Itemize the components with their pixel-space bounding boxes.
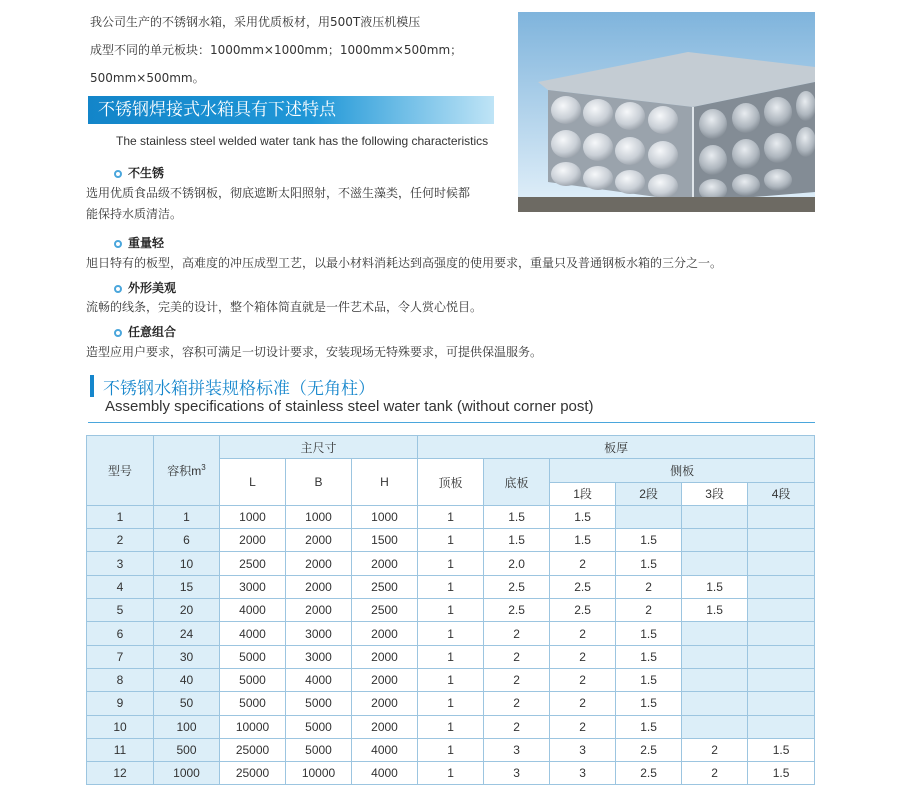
table-cell: 1.5	[748, 738, 815, 761]
header-H: H	[352, 459, 418, 506]
table-cell: 1.5	[616, 715, 682, 738]
table-cell: 100	[154, 715, 220, 738]
table-cell: 4000	[220, 622, 286, 645]
table-cell: 7	[87, 645, 154, 668]
table-cell: 1	[87, 505, 154, 528]
feature-title: 外形美观	[128, 281, 177, 295]
table-cell	[682, 645, 748, 668]
table-cell: 5000	[286, 715, 352, 738]
feature-desc-line: 能保持水质清洁。	[86, 207, 183, 221]
table-cell: 3	[550, 762, 616, 785]
table-cell: 5000	[220, 692, 286, 715]
table-row	[87, 692, 815, 715]
table-cell: 2	[484, 668, 550, 691]
table-cell: 1	[418, 715, 484, 738]
table-cell: 2000	[352, 552, 418, 575]
table-row	[87, 505, 815, 528]
table-cell: 1.5	[484, 529, 550, 552]
table-cell: 1.5	[616, 692, 682, 715]
table-cell: 2000	[286, 529, 352, 552]
table-cell: 5000	[220, 645, 286, 668]
table-cell: 2	[484, 692, 550, 715]
table-cell: 3	[484, 762, 550, 785]
header-side-4: 4段	[748, 482, 815, 505]
table-cell: 20	[154, 599, 220, 622]
table-header-row	[87, 436, 815, 459]
table-cell	[748, 668, 815, 691]
features-banner-english: The stainless steel welded water tank has the following characteristics	[116, 134, 489, 148]
feature-description	[86, 253, 806, 274]
feature-desc-line: 选用优质食品级不锈钢板，彻底遮断太阳照射，不滋生藻类，任何时候都	[86, 186, 471, 200]
table-cell: 1.5	[748, 762, 815, 785]
table-cell: 1.5	[616, 645, 682, 668]
table-cell: 2500	[352, 575, 418, 598]
spec-table	[86, 435, 815, 785]
header-side-2: 2段	[616, 482, 682, 505]
table-cell: 8	[87, 668, 154, 691]
table-cell: 10000	[286, 762, 352, 785]
table-cell: 1.5	[682, 575, 748, 598]
table-row	[87, 599, 815, 622]
table-row	[87, 575, 815, 598]
table-cell: 4000	[352, 738, 418, 761]
table-cell	[682, 692, 748, 715]
table-cell	[682, 668, 748, 691]
table-cell: 9	[87, 692, 154, 715]
table-cell: 1	[418, 668, 484, 691]
table-cell: 6	[154, 529, 220, 552]
table-cell	[682, 505, 748, 528]
table-cell	[682, 552, 748, 575]
table-cell	[748, 575, 815, 598]
feature-description	[86, 342, 806, 363]
section-title-bar	[90, 375, 94, 397]
feature-desc-line: 造型应用户要求，容积可满足一切设计要求，安装现场无特殊要求，可提供保温服务。	[86, 345, 543, 359]
table-cell: 6	[87, 622, 154, 645]
table-cell: 1	[418, 762, 484, 785]
table-row	[87, 762, 815, 785]
table-cell: 5000	[286, 692, 352, 715]
table-cell: 2000	[286, 575, 352, 598]
table-cell: 2000	[220, 529, 286, 552]
table-cell: 4000	[352, 762, 418, 785]
table-cell: 2	[550, 692, 616, 715]
table-cell: 2.5	[550, 575, 616, 598]
table-cell	[748, 529, 815, 552]
table-cell: 10	[154, 552, 220, 575]
bullet-circle-icon	[114, 240, 122, 248]
table-cell: 2	[550, 552, 616, 575]
table-cell: 3	[550, 738, 616, 761]
intro-paragraph	[90, 8, 505, 92]
table-cell: 3	[87, 552, 154, 575]
table-cell: 11	[87, 738, 154, 761]
table-cell: 2	[550, 645, 616, 668]
table-cell: 3000	[286, 645, 352, 668]
table-cell: 2000	[352, 715, 418, 738]
features-banner: 不锈钢焊接式水箱具有下述特点	[88, 96, 494, 124]
table-row	[87, 529, 815, 552]
table-cell: 2	[484, 715, 550, 738]
table-cell: 4000	[220, 599, 286, 622]
feature-item	[114, 232, 164, 251]
table-cell: 1.5	[616, 552, 682, 575]
table-cell: 1.5	[550, 505, 616, 528]
table-cell: 30	[154, 645, 220, 668]
table-cell: 1.5	[616, 529, 682, 552]
feature-description	[86, 297, 806, 318]
header-model: 型号	[87, 436, 154, 506]
table-cell: 40	[154, 668, 220, 691]
table-row	[87, 738, 815, 761]
table-cell: 1	[418, 622, 484, 645]
table-cell: 3	[484, 738, 550, 761]
table-cell: 1000	[352, 505, 418, 528]
header-volume: 容积$m^3$	[154, 436, 220, 506]
table-cell: 2500	[220, 552, 286, 575]
bullet-circle-icon	[114, 170, 122, 178]
table-cell: 2	[616, 599, 682, 622]
table-cell: 2	[550, 622, 616, 645]
section-title: 不锈钢水箱拼装规格标准（无角柱）	[103, 379, 375, 399]
table-cell: 4	[87, 575, 154, 598]
header-L: L	[220, 459, 286, 506]
table-cell	[748, 715, 815, 738]
table-cell: 1.5	[550, 529, 616, 552]
feature-title: 不生锈	[128, 166, 165, 180]
table-cell: 1000	[154, 762, 220, 785]
table-cell: 1000	[220, 505, 286, 528]
table-row	[87, 622, 815, 645]
table-cell: 500	[154, 738, 220, 761]
feature-item	[114, 277, 176, 296]
table-cell: 2.5	[616, 738, 682, 761]
table-cell	[682, 529, 748, 552]
table-cell: 1	[154, 505, 220, 528]
table-cell: 2000	[352, 692, 418, 715]
section-title-english: Assembly specifications of stainless steel water tank (without corner post)	[105, 398, 594, 415]
intro-line: 500mm×500mm。	[90, 71, 205, 85]
table-row	[87, 645, 815, 668]
table-cell: 2.5	[484, 599, 550, 622]
table-cell	[748, 622, 815, 645]
table-row	[87, 552, 815, 575]
header-top-plate: 顶板	[418, 459, 484, 506]
table-cell: 2	[616, 575, 682, 598]
table-cell: 5000	[286, 738, 352, 761]
section-divider	[88, 422, 815, 423]
water-tank-photo	[518, 12, 815, 212]
table-cell: 2.5	[550, 599, 616, 622]
table-cell: 2	[87, 529, 154, 552]
table-cell: 5	[87, 599, 154, 622]
table-cell: 25000	[220, 738, 286, 761]
table-cell: 2	[682, 762, 748, 785]
bullet-circle-icon	[114, 285, 122, 293]
table-cell: 1.5	[484, 505, 550, 528]
feature-title: 任意组合	[128, 325, 177, 339]
table-cell: 1000	[286, 505, 352, 528]
table-cell: 12	[87, 762, 154, 785]
header-bottom-plate: 底板	[484, 459, 550, 506]
table-cell: 2	[682, 738, 748, 761]
feature-title: 重量轻	[128, 236, 165, 250]
table-cell: 3000	[220, 575, 286, 598]
table-cell: 1	[418, 692, 484, 715]
header-side-plate: 侧板	[550, 459, 815, 482]
table-cell: 2.0	[484, 552, 550, 575]
table-cell: 2	[484, 645, 550, 668]
table-cell: 4000	[286, 668, 352, 691]
table-cell: 50	[154, 692, 220, 715]
table-cell: 10	[87, 715, 154, 738]
table-cell	[682, 715, 748, 738]
table-cell: 2.5	[484, 575, 550, 598]
table-cell: 2000	[352, 668, 418, 691]
table-cell: 1	[418, 529, 484, 552]
header-side-3: 3段	[682, 482, 748, 505]
table-cell: 2000	[352, 645, 418, 668]
table-cell: 25000	[220, 762, 286, 785]
spec-table-body	[87, 505, 815, 785]
table-cell: 5000	[220, 668, 286, 691]
table-cell: 1500	[352, 529, 418, 552]
table-cell: 2.5	[616, 762, 682, 785]
table-cell: 2	[550, 715, 616, 738]
table-cell	[748, 599, 815, 622]
table-cell: 10000	[220, 715, 286, 738]
table-row	[87, 715, 815, 738]
feature-desc-line: 流畅的线条，完美的设计，整个箱体简直就是一件艺术品，令人赏心悦目。	[86, 300, 483, 314]
table-cell: 1	[418, 505, 484, 528]
table-cell	[748, 505, 815, 528]
table-cell	[748, 552, 815, 575]
table-cell: 2000	[286, 552, 352, 575]
table-cell: 1	[418, 645, 484, 668]
table-cell: 1	[418, 575, 484, 598]
intro-line: 我公司生产的不锈钢水箱，采用优质板材，用500T液压机模压	[90, 15, 421, 29]
table-cell: 2	[484, 622, 550, 645]
table-cell: 3000	[286, 622, 352, 645]
feature-desc-line: 旭日特有的板型，高难度的冲压成型工艺，以最小材料消耗达到高强度的使用要求，重量只及普通钢板水箱的三分之一。	[86, 256, 723, 270]
table-cell	[682, 622, 748, 645]
table-cell: 1.5	[616, 668, 682, 691]
header-thickness: 板厚	[418, 436, 815, 459]
table-cell: 2000	[286, 599, 352, 622]
table-cell: 1	[418, 552, 484, 575]
table-cell: 2	[550, 668, 616, 691]
header-main-size: 主尺寸	[220, 436, 418, 459]
table-cell	[748, 645, 815, 668]
intro-line: 成型不同的单元板块：1000mm×1000mm；1000mm×500mm；	[90, 43, 463, 57]
table-row	[87, 668, 815, 691]
header-B: B	[286, 459, 352, 506]
feature-item	[114, 321, 176, 340]
table-cell: 1.5	[616, 622, 682, 645]
table-cell: 1	[418, 738, 484, 761]
table-cell: 24	[154, 622, 220, 645]
table-cell: 15	[154, 575, 220, 598]
header-side-1: 1段	[550, 482, 616, 505]
table-cell: 1	[418, 599, 484, 622]
table-cell: 2000	[352, 622, 418, 645]
bullet-circle-icon	[114, 329, 122, 337]
table-cell	[748, 692, 815, 715]
feature-description	[86, 183, 506, 225]
feature-item	[114, 162, 164, 181]
table-cell: 2500	[352, 599, 418, 622]
table-cell: 1.5	[682, 599, 748, 622]
table-cell	[616, 505, 682, 528]
